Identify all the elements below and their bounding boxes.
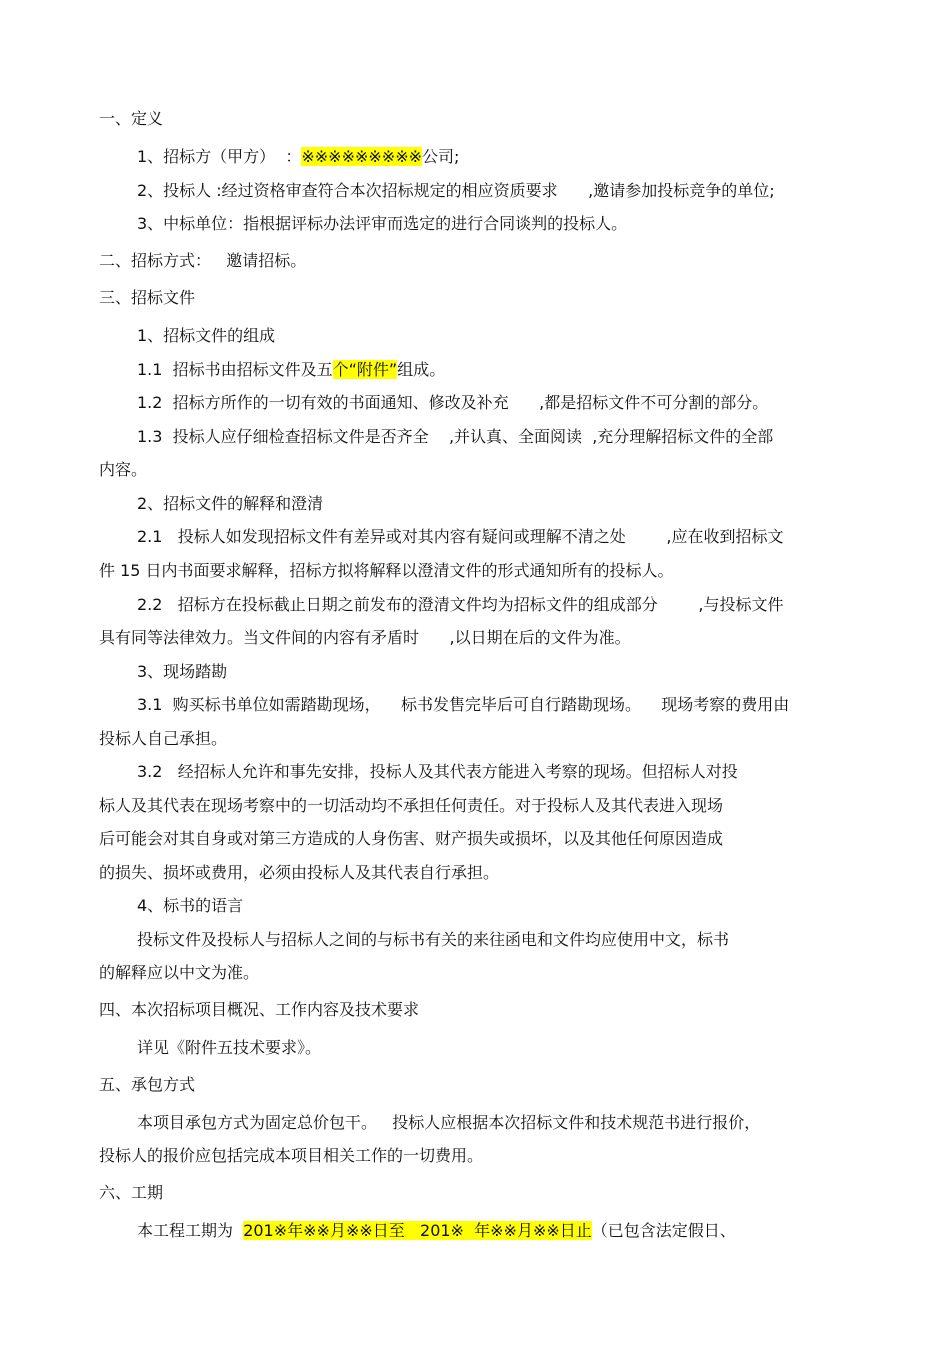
subheading-3-4: 4、标书的语言 bbox=[137, 896, 244, 915]
section-1-heading: 一、定义 bbox=[99, 109, 164, 128]
definition-item-2: 2、投标人 :经过资格审查符合本次招标规定的相应资质要求 ,邀请参加投标竞争的单位; bbox=[137, 181, 775, 200]
section-5-heading: 五、承包方式 bbox=[99, 1075, 196, 1094]
paragraph-3-2-line-1: 3.2 经招标人允许和事先安排，投标人及其代表方能进入考察的现场。但招标人对投 bbox=[137, 762, 738, 781]
paragraph-1-3-line-1: 1.3 投标人应仔细检查招标文件是否齐全 ,并认真、全面阅读 ,充分理解招标文件的全部 bbox=[137, 427, 774, 446]
section-6-body bbox=[137, 1220, 736, 1242]
paragraph-3-2-line-3: 后可能会对其自身或对第三方造成的人身伤害、财产损失或损坏，以及其他任何原因造成 bbox=[99, 829, 724, 848]
paragraph-1-2: 1.2 招标方所作的一切有效的书面通知、修改及补充 ,都是招标文件不可分割的部分。 bbox=[137, 393, 769, 412]
paragraph-4-line-1: 投标文件及投标人与招标人之间的与标书有关的来往函电和文件均应使用中文，标书 bbox=[137, 930, 730, 949]
subheading-3-2: 2、招标文件的解释和澄清 bbox=[137, 494, 324, 513]
paragraph-2-1-line-1: 2.1 投标人如发现招标文件有差异或对其内容有疑问或理解不清之处 ,应在收到招标文 bbox=[137, 527, 784, 546]
schedule-dates-highlight: 201※年※※月※※日至 201※ 年※※月※※日止 bbox=[243, 1221, 592, 1240]
section-3-heading: 三、招标文件 bbox=[99, 288, 196, 307]
section-4-heading: 四、本次招标项目概况、工作内容及技术要求 bbox=[99, 1000, 420, 1019]
section-2-heading: 二、招标方式： 邀请招标。 bbox=[99, 251, 307, 270]
item-1-suffix: 公司; bbox=[422, 147, 460, 166]
definition-item-3: 3、中标单位：指根据评标办法评审而选定的进行合同谈判的投标人。 bbox=[137, 214, 628, 233]
paragraph-1-1 bbox=[137, 359, 445, 381]
paragraph-2-2-line-1: 2.2 招标方在投标截止日期之前发布的澄清文件均为招标文件的组成部分 ,与投标文件 bbox=[137, 595, 784, 614]
paragraph-3-1-line-2: 投标人自己承担。 bbox=[99, 729, 228, 748]
paragraph-2-2-line-2: 具有同等法律效力。当文件间的内容有矛盾时 ,以日期在后的文件为准。 bbox=[99, 628, 631, 647]
definition-item-1 bbox=[137, 146, 459, 168]
paragraph-4-line-2: 的解释应以中文为准。 bbox=[99, 963, 260, 982]
paragraph-3-2-line-2: 标人及其代表在现场考察中的一切活动均不承担任何责任。对于投标人及其代表进入现场 bbox=[99, 796, 724, 815]
attachments-highlight: 个“附件” bbox=[332, 360, 398, 379]
p1-1-suffix: 组成。 bbox=[397, 360, 446, 379]
p1-1-prefix: 1.1 招标书由招标文件及五 bbox=[137, 360, 333, 379]
paragraph-1-3-line-2: 内容。 bbox=[99, 460, 148, 479]
subheading-3-3: 3、现场踏勘 bbox=[137, 662, 228, 681]
s6-prefix: 本工程工期为 bbox=[137, 1221, 244, 1240]
s6-suffix: （已包含法定假日、 bbox=[591, 1221, 736, 1240]
subheading-3-1: 1、招标文件的组成 bbox=[137, 326, 276, 345]
paragraph-3-2-line-4: 的损失、损坏或费用，必须由投标人及其代表自行承担。 bbox=[99, 863, 500, 882]
section-5-body-line-2: 投标人的报价应包括完成本项目相关工作的一切费用。 bbox=[99, 1146, 484, 1165]
section-6-heading: 六、工期 bbox=[99, 1183, 164, 1202]
section-5-body-line-1: 本项目承包方式为固定总价包干。 投标人应根据本次招标文件和技术规范书进行报价， bbox=[137, 1113, 761, 1132]
paragraph-3-1-line-1: 3.1 购买标书单位如需踏勘现场， 标书发售完毕后可自行踏勘现场。 现场考察的费用由 bbox=[137, 695, 790, 714]
item-1-prefix: 1、招标方（甲方） ： bbox=[137, 147, 302, 166]
paragraph-2-1-line-2: 件 15 日内书面要求解释，招标方拟将解释以澄清文件的形式通知所有的投标人。 bbox=[99, 561, 674, 580]
section-4-body: 详见《附件五技术要求》。 bbox=[137, 1038, 322, 1057]
company-placeholder-highlight: ※※※※※※※※※ bbox=[301, 147, 423, 166]
